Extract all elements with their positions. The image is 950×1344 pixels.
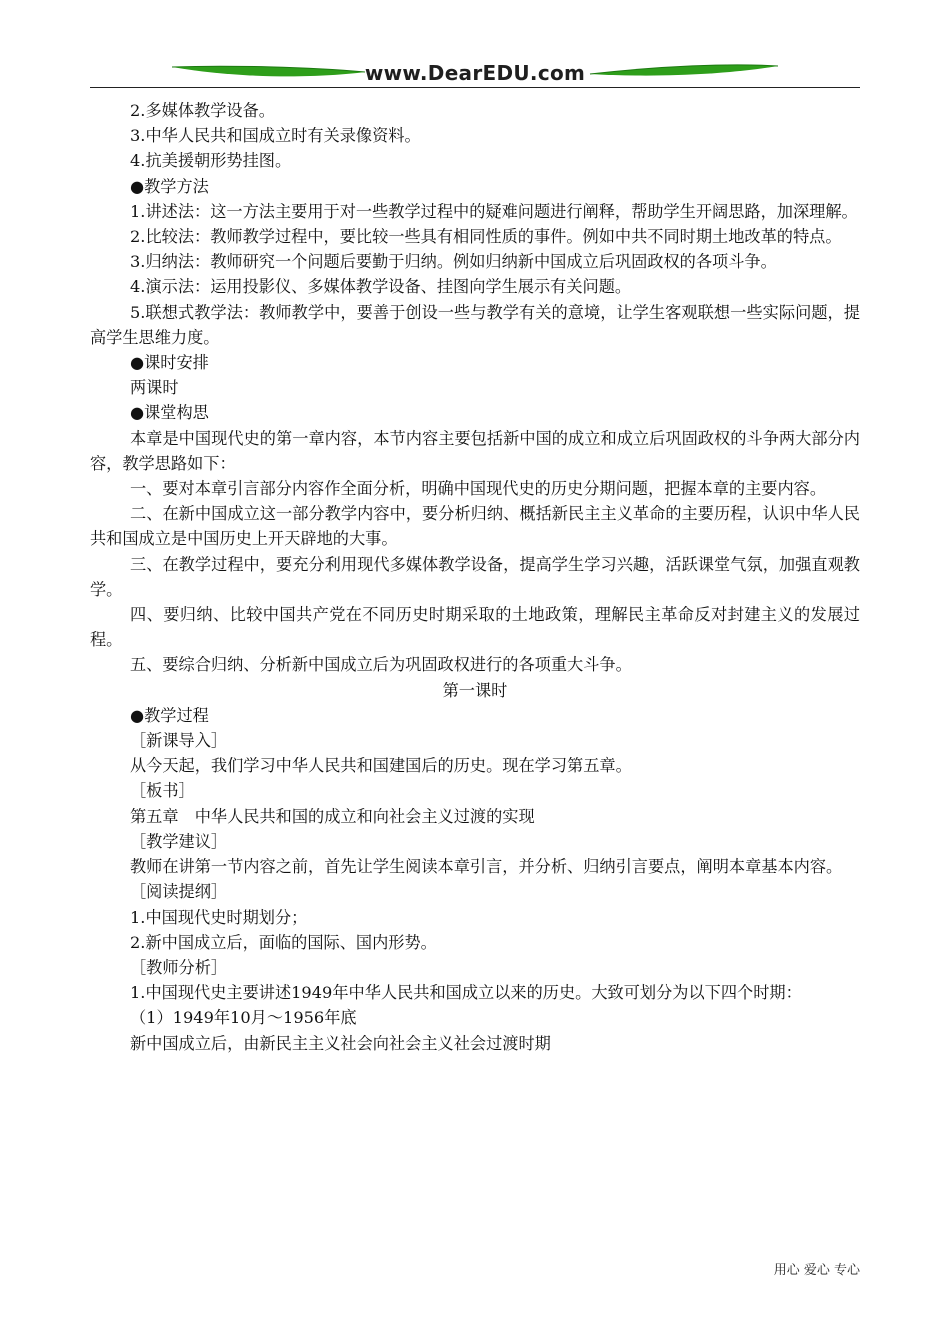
label-reading: ［阅读提纲］ — [130, 882, 228, 902]
para-analysis-1: 1.中国现代史主要讲述1949年中华人民共和国成立以来的历史。大致可划分为以下四个时期： — [130, 983, 802, 1003]
site-logo-text: www.DearEDU.com — [364, 61, 586, 85]
para-3: 4.抗美援朝形势挂图。 — [130, 151, 292, 171]
para-method-3: 3.归纳法：教师研究一个问题后要勤于归纳。例如归纳新中国成立后巩固政权的各项斗争。 — [130, 252, 777, 272]
para-method-4: 4.演示法：运用投影仪、多媒体教学设备、挂图向学生展示有关问题。 — [130, 277, 632, 297]
page-footer: 用心 爱心 专心 — [773, 1263, 860, 1278]
header-rule — [90, 87, 860, 88]
label-suggestion: ［教学建议］ — [130, 831, 228, 851]
para-board: 第五章 中华人民共和国的成立和向社会主义过渡的实现 — [130, 806, 535, 826]
para-design-2: 二、在新中国成立这一部分教学内容中，要分析归纳、概括新民主主义革命的主要历程，认识中华人民共和国成立是中国历史上开天辟地的大事。 — [90, 504, 860, 549]
heading-process: ●教学过程 — [130, 705, 209, 725]
document-body — [90, 98, 860, 1056]
para-period-1-desc: 新中国成立后，由新民主主义社会向社会主义社会过渡时期 — [130, 1033, 551, 1053]
para-2: 3.中华人民共和国成立时有关录像资料。 — [130, 126, 421, 146]
para-reading-2: 2.新中国成立后，面临的国际、国内形势。 — [130, 932, 437, 952]
section-title-lesson-1: 第一课时 — [442, 680, 508, 700]
heading-design: ●课堂构思 — [130, 403, 209, 423]
para-design-4: 四、要归纳、比较中国共产党在不同历史时期采取的土地政策，理解民主革命反对封建主义的发展过程。 — [90, 605, 860, 650]
para-period-1: （1）1949年10月～1956年底 — [130, 1008, 357, 1028]
para-schedule: 两课时 — [130, 378, 179, 398]
heading-schedule: ●课时安排 — [130, 353, 209, 373]
label-board: ［板书］ — [130, 781, 195, 801]
para-design-1: 一、要对本章引言部分内容作全面分析，明确中国现代史的历史分期问题，把握本章的主要内容。 — [130, 479, 827, 499]
para-reading-1: 1.中国现代史时期划分； — [130, 907, 308, 927]
label-analysis: ［教师分析］ — [130, 957, 228, 977]
para-intro: 从今天起，我们学习中华人民共和国建国后的历史。现在学习第五章。 — [130, 756, 632, 776]
para-method-1: 1.讲述法：这一方法主要用于对一些教学过程中的疑难问题进行阐释，帮助学生开阔思路，加深理解。 — [130, 201, 858, 221]
heading-methods: ●教学方法 — [130, 176, 209, 196]
para-method-2: 2.比较法：教师教学过程中，要比较一些具有相同性质的事件。例如中共不同时期土地改革的特点。 — [130, 227, 842, 247]
para-suggestion: 教师在讲第一节内容之前，首先让学生阅读本章引言，并分析、归纳引言要点，阐明本章基本内容。 — [130, 857, 843, 877]
para-design-intro: 本章是中国现代史的第一章内容，本节内容主要包括新中国的成立和成立后巩固政权的斗争两大部分内容，教学思路如下： — [90, 428, 860, 473]
para-design-5: 五、要综合归纳、分析新中国成立后为巩固政权进行的各项重大斗争。 — [130, 655, 632, 675]
para-method-5: 5.联想式教学法：教师教学中，要善于创设一些与教学有关的意境，让学生客观联想一些实际问题，提高学生思维力度。 — [90, 302, 860, 347]
para-design-3: 三、在教学过程中，要充分利用现代多媒体教学设备，提高学生学习兴趣，活跃课堂气氛，加强直观教学。 — [90, 554, 860, 599]
label-intro: ［新课导入］ — [130, 731, 228, 751]
para-1: 2.多媒体教学设备。 — [130, 101, 275, 120]
